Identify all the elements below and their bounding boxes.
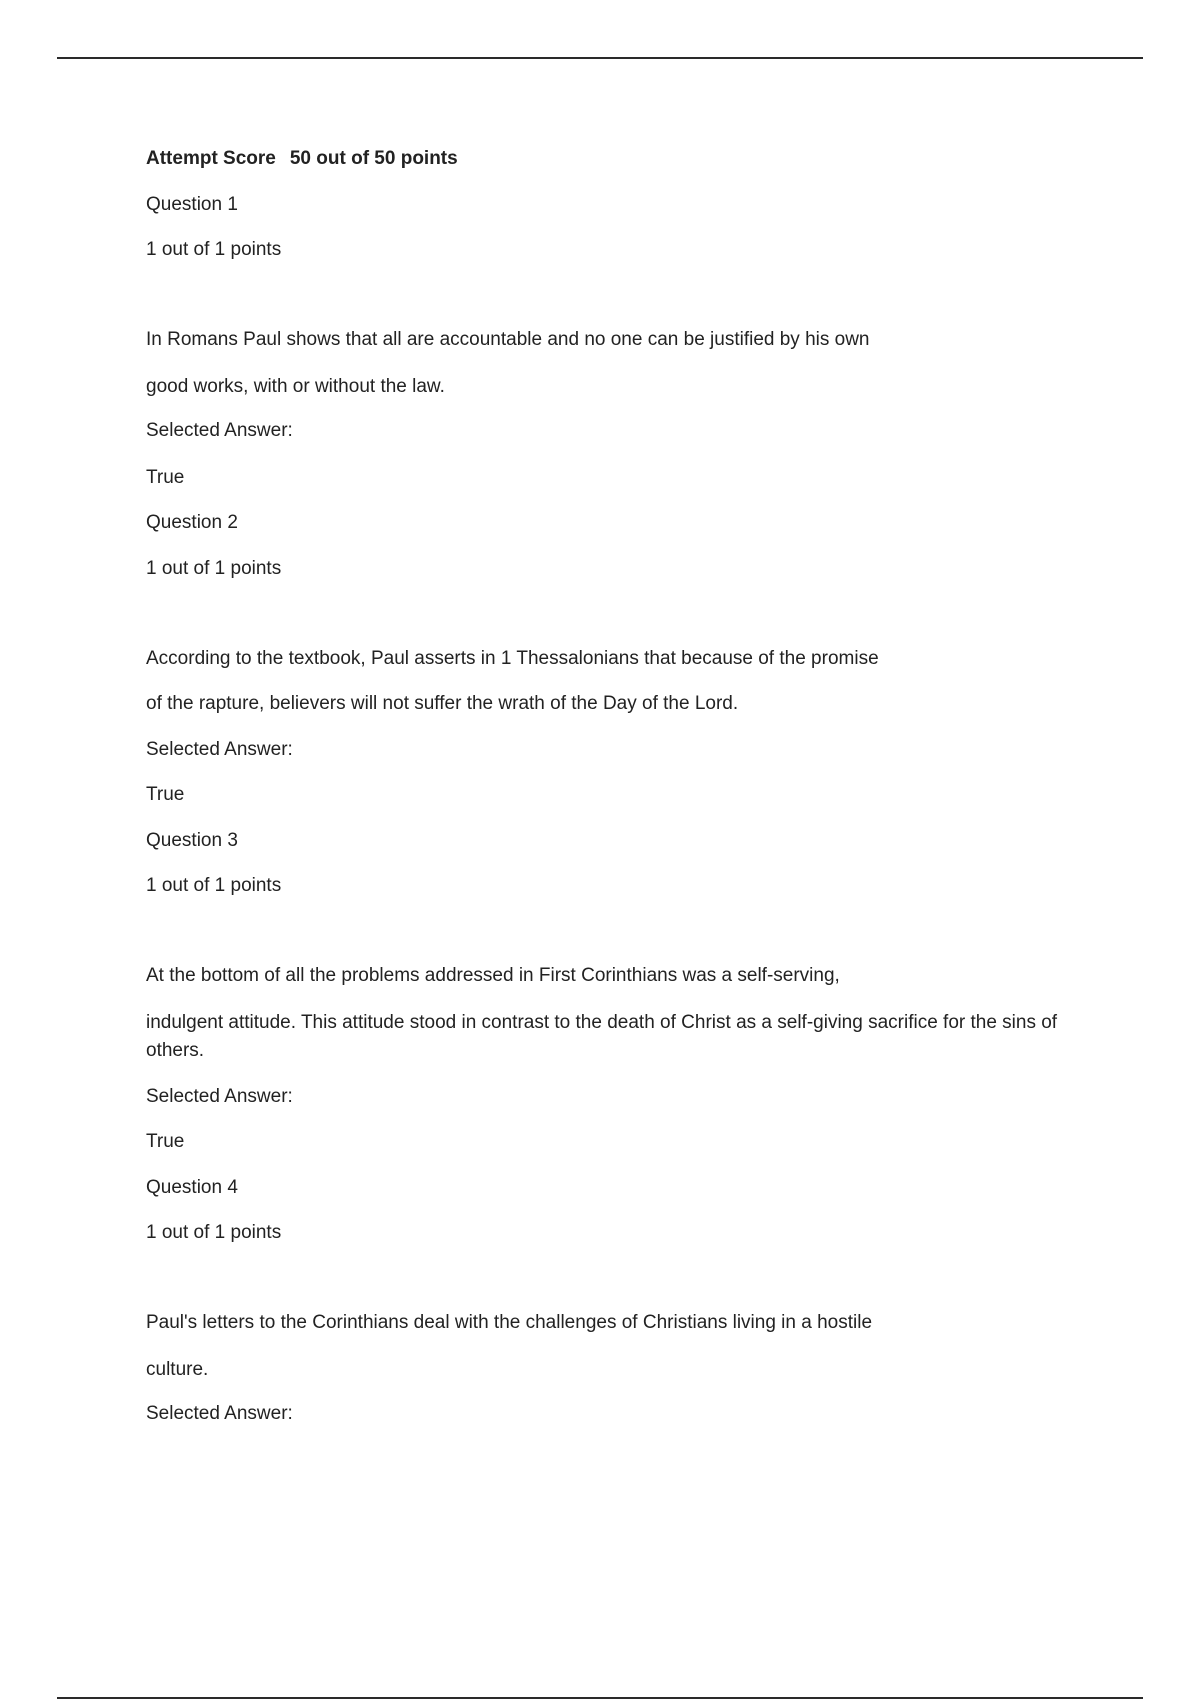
question-2-title: Question 2 [146,512,238,533]
question-2-answer: True [146,784,185,805]
question-1-answer: True [146,467,185,488]
question-4-title: Question 4 [146,1177,238,1198]
question-2-points: 1 out of 1 points [146,558,282,579]
attempt-score-value: 50 out of 50 points [289,148,458,169]
question-2-selected-answer-label: Selected Answer: [146,739,293,760]
question-1-selected-answer-label: Selected Answer: [146,420,293,441]
question-4-text-line2: culture. [146,1359,209,1380]
question-1-title: Question 1 [146,194,238,215]
attempt-score-label: Attempt Score [146,148,276,169]
top-rule [57,57,1143,59]
question-1-points: 1 out of 1 points [146,239,282,260]
question-1-text-line2: good works, with or without the law. [146,376,445,397]
question-3-answer: True [146,1131,185,1152]
question-4-text-line1: Paul's letters to the Corinthians deal with the challenges of Christians living in a hostile [146,1312,873,1333]
attempt-score [146,145,458,173]
question-3-selected-answer-label: Selected Answer: [146,1086,293,1107]
question-4-points: 1 out of 1 points [146,1222,282,1243]
question-3-text-line1: At the bottom of all the problems addressed in First Corinthians was a self-serving, [146,965,840,986]
question-3-points: 1 out of 1 points [146,875,282,896]
question-3-title: Question 3 [146,830,238,851]
question-4-selected-answer-label: Selected Answer: [146,1403,293,1424]
question-2-text-line2: of the rapture, believers will not suffer the wrath of the Day of the Lord. [146,693,739,714]
question-2-text-line1: According to the textbook, Paul asserts in 1 Thessalonians that because of the promise [146,648,879,669]
question-3-text-line2: indulgent attitude. This attitude stood in contrast to the death of Christ as a self-giving sacrifice for the sins of others. [146,1012,1058,1061]
question-1-text-line1: In Romans Paul shows that all are accountable and no one can be justified by his own [146,329,870,350]
bottom-rule [57,1697,1143,1699]
